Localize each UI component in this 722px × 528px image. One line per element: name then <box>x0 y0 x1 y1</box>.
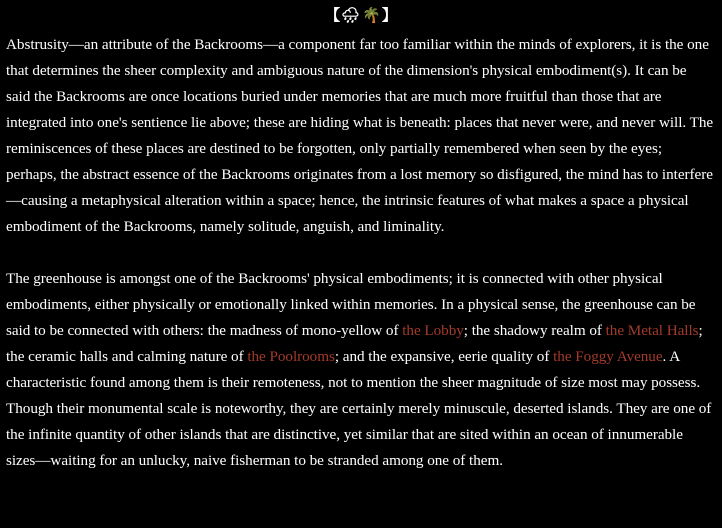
paragraph-text: . A characteristic found among them is their remoteness, not to mention the sheer magnitude of size most may possess. Though their monumental scale is noteworthy, they are certainly merely minuscule, deserted islands. They are one of the infinite quantity of other islands that are distinctive, yet similar that are sited within an ocean of innumerable sizes—waiting for an unlucky, naive fisherman to be stranded among one of them. <box>6 348 712 469</box>
link-the-lobby[interactable]: the Lobby <box>402 322 464 339</box>
cloud-rain-icon: 🌧 <box>341 8 361 24</box>
paragraph-text: ; the ceramic halls and calming nature of <box>6 322 703 365</box>
link-the-poolrooms[interactable]: the Poolrooms <box>247 348 335 365</box>
bracket-open: 【 <box>325 8 341 24</box>
palm-tree-icon: 🌴 <box>362 8 381 24</box>
link-the-metal-halls[interactable]: the Metal Halls <box>605 322 699 339</box>
page-header <box>0 6 722 26</box>
paragraph-abstrusity: Abstrusity—an attribute of the Backrooms—a component far too familiar within the minds of explorers, it is the one that determines the sheer complexity and ambiguous nature of the dimension's physical embodiment(s). It can be said the Backrooms are once locations buried under memories that are much more fruitful than those that are integrated into one's sentience lie above; these are hiding what is beneath: places that never were, and never will. The reminiscences of these places are destined to be forgotten, only partially remembered when seen by the eyes; perhaps, the abstract essence of the Backrooms originates from a lost memory so disfigured, the mind has to interfere—causing a metaphysical alteration within a space; hence, the intrinsic features of what makes a space a physical embodiment of the Backrooms, namely solitude, anguish, and liminality. <box>6 36 714 235</box>
paragraph-text: ; and the expansive, eerie quality of <box>334 348 554 365</box>
paragraph-greenhouse <box>6 266 714 474</box>
link-the-foggy-avenue[interactable]: the Foggy Avenue <box>553 348 663 365</box>
bracket-close: 】 <box>381 8 397 24</box>
article-body <box>6 32 714 474</box>
paragraph-text: ; the shadowy realm of <box>463 322 606 339</box>
paragraph-text: The greenhouse is amongst one of the Backrooms' physical embodiments; it is connected with other physical embodiments, either physically or emotionally linked within memories. In a physical sense, the greenhouse can be said to be connected with others: the madness of mono-yellow of <box>6 270 696 339</box>
